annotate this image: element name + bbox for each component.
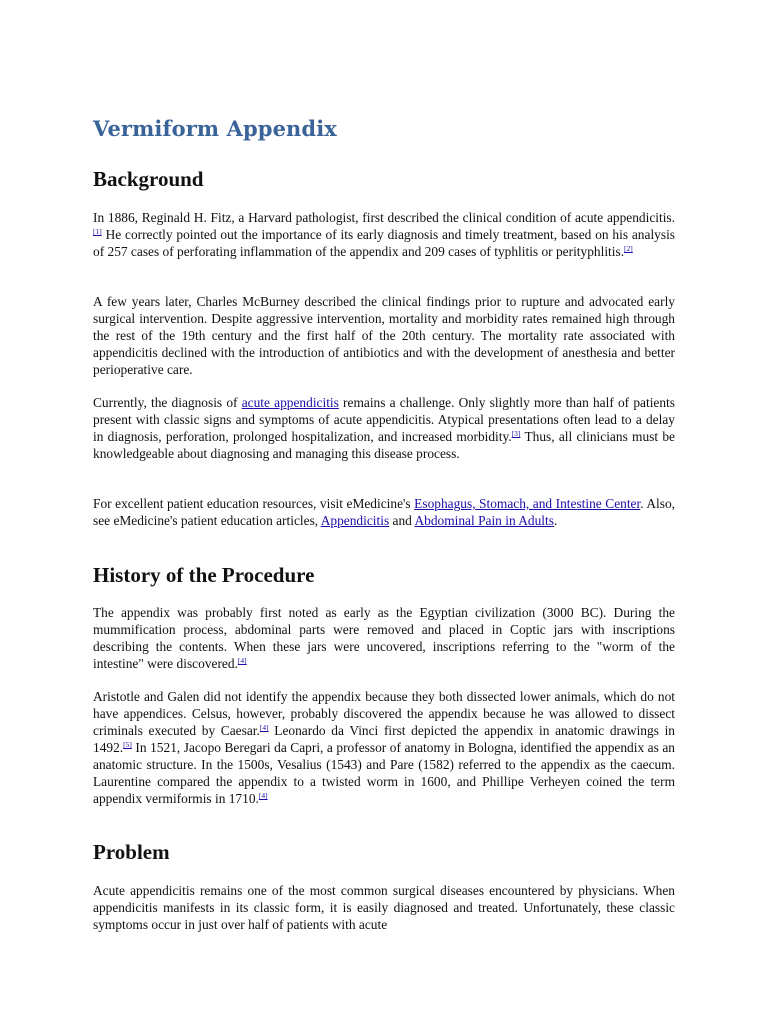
text-run: He correctly pointed out the importance of its early diagnosis and timely treatment, based on his analysis of 257 cases of perforating inflammation of the appendix and 209 cases of typhlitis or perityphlitis.: [93, 227, 675, 259]
paragraph: [93, 394, 675, 462]
inline-link[interactable]: Abdominal Pain in Adults: [414, 513, 554, 528]
citation-link[interactable]: [2]: [624, 244, 633, 253]
section-heading-history: History of the Procedure: [93, 563, 315, 587]
citation-link[interactable]: [3]: [511, 429, 521, 438]
paragraph: [93, 495, 675, 529]
paragraph: [93, 688, 675, 807]
paragraph: [93, 209, 675, 260]
text-run: Aristotle and Galen did not identify the appendix because they both dissected lower animals, which do not have appendices. Celsus, however, probably discovered the appendix because he was allowed to dissect criminals executed by Caesar.: [93, 689, 675, 738]
text-run: and: [389, 513, 415, 528]
text-run: A few years later, Charles McBurney described the clinical findings prior to rupture and advocated early surgical intervention. Despite aggressive intervention, mortality and morbidity rates remained high through the rest of the 19th century and the first half of the 20th century. The mortality rate associated with appendicitis declined with the introduction of antibiotics and with the development of anesthesia and better perioperative care.: [93, 294, 675, 377]
text-run: .: [553, 513, 558, 528]
text-run: Thus, all clinicians must be knowledgeable about diagnosing and managing this disease process.: [93, 429, 675, 461]
citation-link[interactable]: [4]: [258, 791, 268, 800]
text-run: remains a challenge. Only slightly more than half of patients present with classic signs and symptoms of acute appendicitis. Atypical presentations often lead to a delay in diagnosis, perforation, prolonged hospitalization, and increased morbidity.: [93, 395, 675, 444]
section-heading-background: Background: [93, 167, 204, 191]
section-heading-problem: Problem: [93, 840, 170, 864]
citation-link[interactable]: [5]: [123, 740, 132, 749]
inline-link[interactable]: Esophagus, Stomach, and Intestine Center: [414, 496, 641, 511]
citation-link[interactable]: [4]: [259, 723, 269, 732]
text-run: For excellent patient education resources, visit eMedicine's: [93, 496, 415, 511]
text-run: . Also, see eMedicine's patient education articles,: [93, 496, 676, 528]
paragraph: [93, 604, 675, 672]
citation-link[interactable]: [4]: [237, 656, 247, 665]
inline-link[interactable]: acute appendicitis: [241, 395, 339, 410]
paragraph: [93, 293, 675, 378]
citation-link[interactable]: [1]: [93, 227, 102, 236]
document-title: Vermiform Appendix: [93, 116, 337, 141]
text-run: The appendix was probably first noted as early as the Egyptian civilization (3000 BC). During the mummification process, abdominal parts were removed and placed in Coptic jars with inscriptions describing the contents. When these jars were uncovered, inscriptions referring to the "worm of the intestine" were discovered.: [93, 605, 675, 671]
text-run: In 1521, Jacopo Beregari da Capri, a professor of anatomy in Bologna, identified the appendix as an anatomic structure. In the 1500s, Vesalius (1543) and Pare (1582) referred to the appendix as the caecum. Laurentine compared the appendix to a twisted worm in 1600, and Phillipe Verheyen coined the term appendix vermiformis in 1710.: [93, 740, 675, 806]
paragraph: [93, 882, 675, 933]
text-run: Currently, the diagnosis of: [93, 395, 242, 410]
text-run: In 1886, Reginald H. Fitz, a Harvard pathologist, first described the clinical condition of acute appendicitis.: [93, 210, 675, 225]
text-run: Leonardo da Vinci first depicted the appendix in anatomic drawings in 1492.: [93, 723, 675, 755]
inline-link[interactable]: Appendicitis: [320, 513, 390, 528]
text-run: Acute appendicitis remains one of the most common surgical diseases encountered by physicians. When appendicitis manifests in its classic form, it is easily diagnosed and treated. Unfortunately, these classic symptoms occur in just over half of patients with acute: [93, 883, 675, 932]
